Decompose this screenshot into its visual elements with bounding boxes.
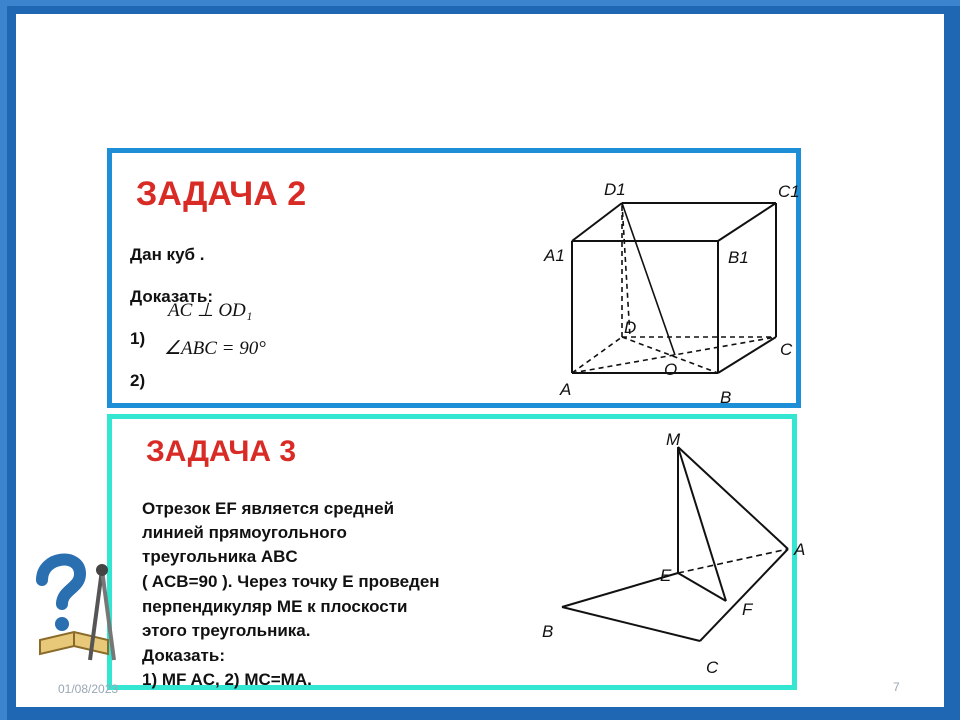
task2-item-2: 2) bbox=[130, 371, 146, 390]
label-a: A bbox=[560, 380, 572, 399]
pyramid-diagram bbox=[542, 423, 806, 679]
edge-b1-c1 bbox=[718, 203, 776, 241]
task2-prove-label: Доказать: bbox=[130, 287, 213, 306]
label-a1: A1 bbox=[544, 246, 565, 265]
question-compass-book-icon bbox=[34, 548, 122, 664]
edge-b-c bbox=[718, 337, 776, 373]
label-b1: B1 bbox=[728, 248, 749, 267]
task3-line-6: этого треугольника. bbox=[142, 621, 311, 640]
label-o: O bbox=[664, 360, 678, 379]
label-d: D bbox=[624, 318, 637, 337]
task2-formula-2: ∠ABC = 90° bbox=[164, 338, 266, 359]
task2-panel bbox=[107, 148, 801, 408]
task3-line-1: Отрезок EF является средней bbox=[142, 499, 395, 518]
task3-line-7: Доказать: bbox=[142, 646, 225, 665]
task3-line-3: треугольника ABC bbox=[142, 547, 298, 566]
task2-title: ЗАДАЧА 2 bbox=[136, 175, 307, 213]
label-b: B bbox=[542, 622, 554, 641]
label-a: A bbox=[794, 540, 806, 559]
frame-stripe-left bbox=[0, 0, 7, 720]
label-d1: D1 bbox=[604, 180, 626, 199]
footer-date: 01/08/2023 bbox=[58, 682, 119, 696]
task3-panel bbox=[107, 414, 806, 690]
label-c1: C1 bbox=[778, 182, 800, 201]
cube-diagram bbox=[532, 159, 800, 409]
label-c: C bbox=[706, 658, 719, 677]
edge-a1-d1 bbox=[572, 203, 622, 241]
label-c: C bbox=[780, 340, 793, 359]
task3-title: ЗАДАЧА 3 bbox=[146, 435, 297, 468]
task3-line-8: 1) MF AC, 2) MC=MA. bbox=[142, 670, 312, 689]
edge-b-c bbox=[562, 607, 700, 641]
label-b: B bbox=[720, 388, 732, 407]
label-m: M bbox=[666, 430, 681, 449]
task2-item-1: 1) bbox=[130, 329, 146, 348]
task3-line-5: перпендикуляр ME к плоскости bbox=[142, 597, 408, 616]
label-e: E bbox=[660, 566, 672, 585]
label-f: F bbox=[742, 600, 753, 619]
task3-line-4: ( ACB=90 ). Через точку E проведен bbox=[142, 572, 440, 591]
frame-stripe-top bbox=[0, 0, 960, 6]
edge-e-a-hidden bbox=[678, 549, 788, 573]
task3-line-2: линией прямоугольного bbox=[142, 523, 347, 542]
edge-a-d-hidden bbox=[572, 337, 622, 373]
task2-given: Дан куб . bbox=[130, 245, 205, 264]
footer-page-number: 7 bbox=[893, 680, 900, 694]
task2-formula-1: AC ⊥ OD₁ bbox=[168, 300, 253, 321]
